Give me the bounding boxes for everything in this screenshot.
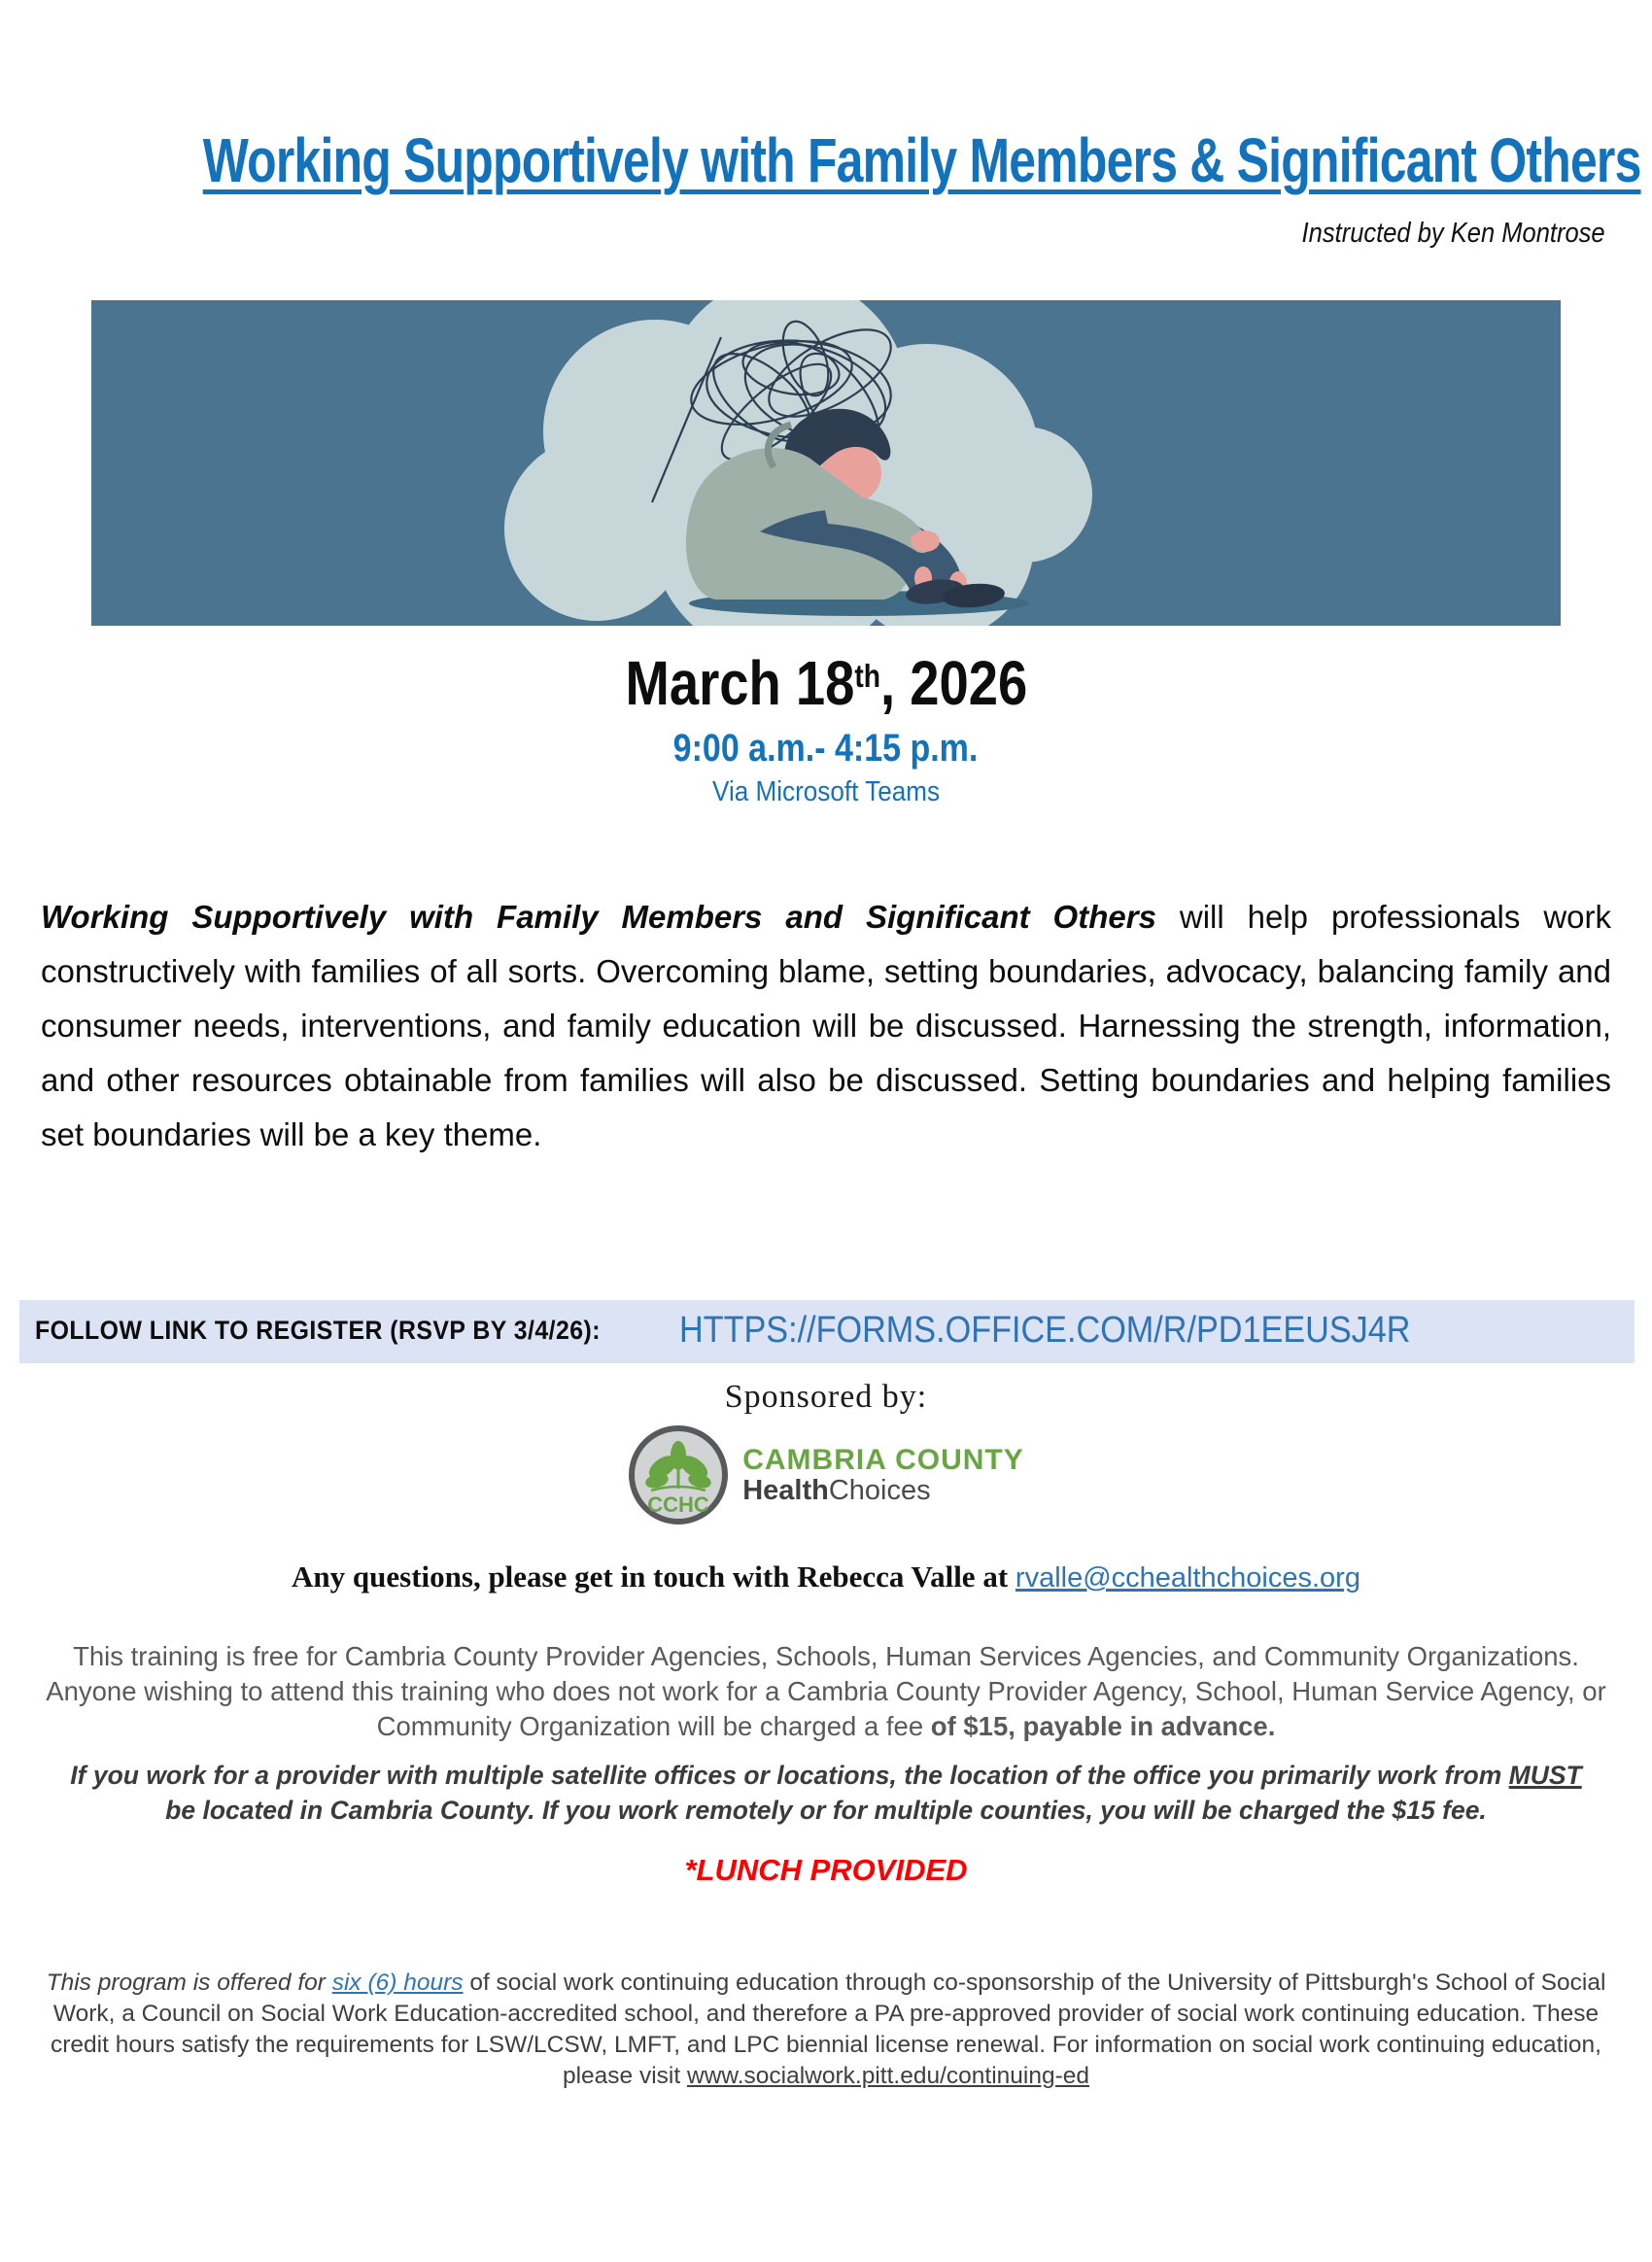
- sponsor-logo: [0, 1422, 1652, 1528]
- event-details: [0, 647, 1652, 808]
- event-time: 9:00 a.m.- 4:15 p.m.: [673, 727, 979, 770]
- must-emphasis: MUST: [1508, 1761, 1582, 1790]
- contact-email-link[interactable]: rvalle@cchealthchoices.org: [1015, 1562, 1360, 1594]
- course-title-inline: Working Supportively with Family Members and Significant Others: [41, 899, 1156, 935]
- page-title: Working Supportively with Family Members & Significant Others: [202, 125, 1641, 195]
- sponsor-logo-text: [742, 1444, 1024, 1507]
- cchc-acronym: CCHC: [647, 1492, 709, 1517]
- fee-amount: of $15, payable in advance.: [930, 1711, 1276, 1741]
- register-banner: [19, 1300, 1635, 1363]
- lunch-provided-note: *LUNCH PROVIDED: [684, 1853, 968, 1887]
- anxiety-illustration: [91, 300, 1561, 626]
- event-date: March 18th, 2026: [625, 648, 1027, 718]
- satellite-office-notice: If you work for a provider with multiple satellite offices or locations, the location of the office you primarily work from MUST be located in Cambria County. If you work remotely or for multiple counties, you will be charged the $15 fee.: [70, 1761, 1582, 1825]
- register-label: FOLLOW LINK TO REGISTER (RSVP BY 3/4/26):: [35, 1316, 601, 1345]
- page-title-wrap: [0, 124, 1652, 196]
- six-hours-link[interactable]: six (6) hours: [331, 1970, 464, 1996]
- sponsored-by-heading: Sponsored by:: [724, 1379, 928, 1415]
- flyer-page: [0, 124, 1652, 2262]
- fee-notice: This training is free for Cambria County Provider Agencies, Schools, Human Services Agencies, and Community Organizations. Anyone wishing to attend this training who does not work for a Cambria County Provider Agency, School, Human Service Agency, or Community Organization will be charged a fee of $15, payable in advance.: [46, 1641, 1606, 1741]
- sponsor-name-line1: CAMBRIA COUNTY: [742, 1443, 1024, 1476]
- socialwork-pitt-link[interactable]: www.socialwork.pitt.edu/continuing-ed: [687, 2063, 1089, 2089]
- cchc-logo-icon: [628, 1424, 729, 1525]
- ceu-footer: This program is offered for six (6) hours of social work continuing education through co-sponsorship of the University of Pittsburgh's School of Social Work, a Council on Social Work Education-accredited school, and therefore a PA pre-approved provider of social work continuing education. These credit hours satisfy the requirements for LSW/LCSW, LMFT, and LPC biennial license renewal. For information on social work continuing education, please visit www.socialwork.pitt.edu/continuing-ed: [46, 1970, 1606, 2089]
- event-platform: Via Microsoft Teams: [711, 776, 941, 807]
- contact-line: Any questions, please get in touch with Rebecca Valle at rvalle@cchealthchoices.org: [292, 1559, 1360, 1594]
- date-ordinal: th: [853, 659, 880, 695]
- instructor-line: Instructed by Ken Montrose: [1301, 218, 1605, 249]
- course-description: [41, 890, 1611, 1162]
- course-description-body: will help professionals work constructively with families of all sorts. Overcoming blame, setting boundaries, advocacy, balancing family and consumer needs, interventions, and family education will be discussed. Harnessing the strength, information, and other resources obtainable from families will also be discussed. Setting boundaries and helping families set boundaries will be a key theme.: [41, 899, 1611, 1152]
- register-link[interactable]: HTTPS://FORMS.OFFICE.COM/R/PD1EEUSJ4R: [678, 1310, 1411, 1351]
- sponsor-name-line2: HealthChoices: [742, 1474, 931, 1506]
